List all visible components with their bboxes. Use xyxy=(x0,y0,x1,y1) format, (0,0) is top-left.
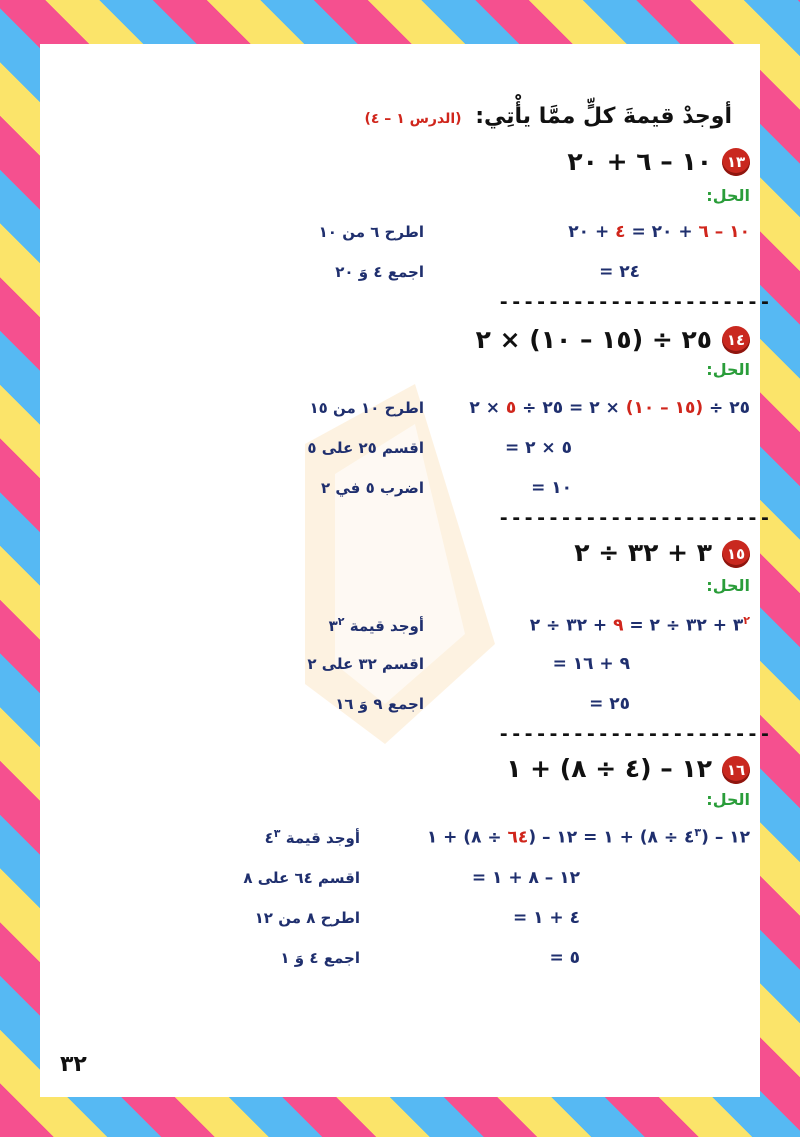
book-watermark-icon xyxy=(265,384,495,744)
problem-number-badge: ١٣ xyxy=(722,148,750,176)
solution-step xyxy=(568,222,750,242)
step-note: اجمع ٤ وَ ١ xyxy=(280,949,360,967)
problem-expression: ١٠ – ٦ + ٢٠ xyxy=(567,147,712,176)
solution-label: الحل: xyxy=(706,576,750,595)
step-text: ٣ xyxy=(732,615,744,636)
section-divider: ---------------------- xyxy=(498,723,772,745)
note-text: أوجد قيمة ٤ xyxy=(264,829,360,847)
problem-number-badge: ١٤ xyxy=(722,326,750,354)
page-number: ٣٢ xyxy=(60,1052,87,1077)
problem-expression xyxy=(574,538,712,567)
highlight-result: ٩ xyxy=(613,615,624,636)
problem-number-badge: ١٥ xyxy=(722,540,750,568)
problem-expression xyxy=(506,754,712,783)
step-text: ÷ ٨) + ١ xyxy=(426,827,508,848)
solution-step: = ١٢ – ٨ + ١ xyxy=(471,868,580,888)
exponent: ٢ xyxy=(337,615,345,628)
step-text: + ٣٢ ÷ ٢ = xyxy=(623,615,733,636)
exponent: ٢ xyxy=(743,614,750,627)
exponent: ٣ xyxy=(694,826,702,839)
solution-step: = ٩ + ١٦ xyxy=(552,654,630,674)
lesson-reference: (الدرس ١ – ٤) xyxy=(364,111,462,127)
problem-number-badge: ١٦ xyxy=(722,756,750,784)
step-text: × ٢ = ٢٥ ÷ xyxy=(516,398,626,418)
solution-label: الحل: xyxy=(706,186,750,205)
step-text: × ٢ xyxy=(469,398,506,418)
solution-step: = ٢٤ xyxy=(599,262,640,282)
section-divider: ---------------------- xyxy=(498,291,772,313)
highlight-result: ٦٤ xyxy=(507,827,529,848)
step-text: + ٢٠ = xyxy=(625,222,699,242)
step-text: ٢٥ ÷ xyxy=(703,398,750,418)
note-text: أوجد قيمة ٣ xyxy=(328,617,424,635)
section-divider: ---------------------- xyxy=(498,507,772,529)
heading-title: أوجدْ قيمةَ كلٍّ ممَّا يأْتِي: xyxy=(475,104,732,129)
step-note: اضرب ٥ في ٢ xyxy=(320,479,424,497)
expression-text: ٣ + ٣٢ ÷ ٢ xyxy=(574,538,712,567)
solution-step xyxy=(427,826,750,848)
expression-text: ١٢ – (٤ ÷ ٨) + ١ xyxy=(506,754,712,783)
exercise-heading xyxy=(364,104,732,129)
solution-step: = ٢٥ xyxy=(589,694,630,714)
highlight-term: ١٠ – ٦ xyxy=(698,222,750,242)
worksheet-page xyxy=(40,44,772,1097)
solution-label: الحل: xyxy=(706,790,750,809)
problem-expression: ٢٥ ÷ (١٥ – ١٠) × ٢ xyxy=(475,325,712,354)
solution-step: = ٥ × ٢ xyxy=(504,438,572,458)
step-note: اطرح ٦ من ١٠ xyxy=(318,223,424,241)
step-note xyxy=(265,827,360,847)
solution-label: الحل: xyxy=(706,360,750,379)
step-note xyxy=(329,615,424,635)
highlight-result: ٤ xyxy=(615,222,626,242)
solution-step xyxy=(469,398,750,418)
solution-step: = ٤ + ١ xyxy=(512,908,580,928)
step-note: اطرح ١٠ من ١٥ xyxy=(309,399,424,417)
step-note: اطرح ٨ من ١٢ xyxy=(254,909,360,927)
solution-step: = ١٠ xyxy=(531,478,572,498)
step-note: اقسم ٣٢ على ٢ xyxy=(307,655,424,673)
exponent: ٣ xyxy=(273,827,281,840)
step-text: + ٢٠ xyxy=(568,222,616,242)
highlight-term: (١٥ – ١٠) xyxy=(625,398,704,418)
step-note: اجمع ٩ وَ ١٦ xyxy=(335,695,424,713)
step-note: اقسم ٢٥ على ٥ xyxy=(307,439,424,457)
step-text: ÷ ٨) + ١ = ١٢ – ( xyxy=(528,827,685,848)
step-text: + ٣٢ ÷ ٢ xyxy=(529,615,614,636)
step-text: ١٢ – (٤ xyxy=(684,827,750,848)
step-note: اجمع ٤ وَ ٢٠ xyxy=(335,263,424,281)
step-note: اقسم ٦٤ على ٨ xyxy=(243,869,360,887)
solution-step: = ٥ xyxy=(549,948,580,968)
highlight-result: ٥ xyxy=(505,398,517,418)
solution-step xyxy=(530,614,750,636)
